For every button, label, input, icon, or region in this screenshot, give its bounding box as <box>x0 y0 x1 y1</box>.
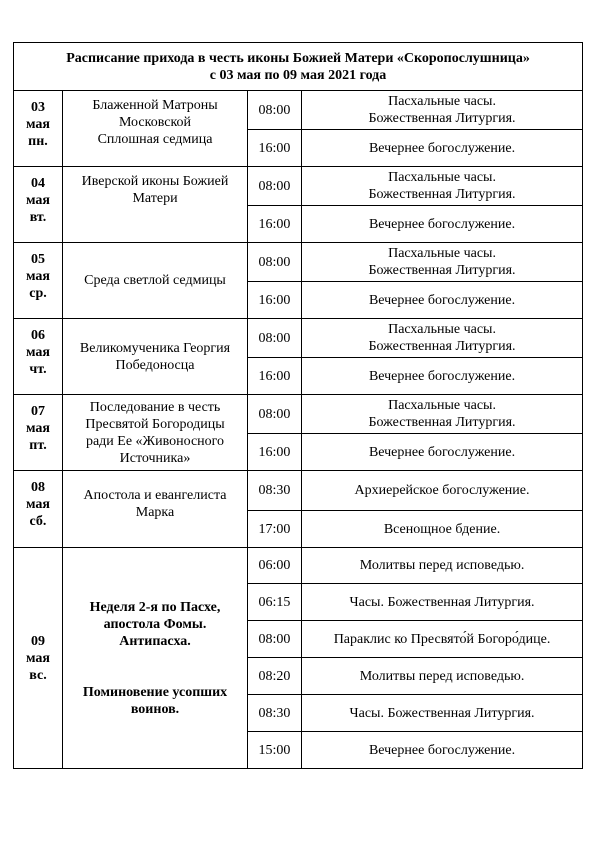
feast-line: Иверской иконы Божией <box>81 174 229 189</box>
date-weekday: вс. <box>29 667 47 683</box>
feast-cell <box>63 91 248 167</box>
feast-line: Антипасха. <box>119 633 191 649</box>
feast-cell <box>63 548 248 769</box>
service-description <box>302 358 583 395</box>
day-row-04-first <box>14 167 583 206</box>
day-row-05-first <box>14 243 583 282</box>
service-line: Всенощное бдение. <box>383 521 501 537</box>
date-day: 09 <box>31 633 45 649</box>
service-line: Божественная Литургия. <box>368 339 516 354</box>
day-row-08-first <box>14 471 583 511</box>
day-row-03-first <box>14 91 583 130</box>
service-line: Вечернее богослужение. <box>368 368 516 384</box>
service-description <box>302 395 583 434</box>
service-description <box>302 243 583 282</box>
day-row-06-first <box>14 319 583 358</box>
feast-line: Среда светлой седмицы <box>84 273 226 288</box>
service-line: Вечернее богослужение. <box>368 444 516 460</box>
service-description <box>302 167 583 206</box>
service-line: Божественная Литургия. <box>368 415 516 430</box>
date-day: 08 <box>31 480 45 495</box>
sunday-row-1 <box>14 548 583 584</box>
date-day: 05 <box>31 252 45 267</box>
service-description <box>302 434 583 471</box>
date-weekday: вт. <box>29 210 47 225</box>
service-description <box>302 130 583 167</box>
service-time: 06:15 <box>248 584 302 621</box>
feast-cell <box>63 243 248 319</box>
title-line-1: Расписание прихода в честь иконы Божией Матери «Скоропослушница» <box>66 50 530 66</box>
date-day: 06 <box>31 328 45 343</box>
date-month: мая <box>25 345 50 360</box>
service-time: 08:00 <box>248 167 302 206</box>
feast-line: апостола Фомы. <box>103 616 207 632</box>
service-description <box>302 511 583 548</box>
date-cell <box>14 471 63 548</box>
date-cell <box>14 548 63 769</box>
feast-line: ради Ее «Живоносного <box>85 433 225 449</box>
service-time: 16:00 <box>248 130 302 167</box>
service-description <box>302 319 583 358</box>
service-line: Пасхальные часы. <box>388 94 496 109</box>
date-month: мая <box>25 117 50 132</box>
service-time: 08:30 <box>248 695 302 732</box>
service-description <box>302 91 583 130</box>
service-time: 08:30 <box>248 471 302 511</box>
service-description: Молитвы перед исповедью. <box>302 658 583 695</box>
service-line: Архиерейское богослужение. <box>354 483 530 498</box>
service-description: Параклис ко Пресвято́й Богоро́дице. <box>302 621 583 658</box>
service-description: Часы. Божественная Литургия. <box>302 584 583 621</box>
date-month: мая <box>25 421 50 436</box>
date-weekday: чт. <box>29 362 47 377</box>
feast-line: воинов. <box>130 701 180 717</box>
schedule-title <box>14 43 583 91</box>
feast-line: Неделя 2-я по Пасхе, <box>89 599 221 615</box>
date-month: мая <box>25 269 50 284</box>
date-month: мая <box>25 650 50 666</box>
feast-spacer <box>63 667 247 684</box>
feast-line: Блаженной Матроны <box>92 98 218 113</box>
service-description <box>302 282 583 319</box>
day-row-07-first <box>14 395 583 434</box>
title-line-2: с 03 мая по 09 мая 2021 года <box>209 67 387 83</box>
service-description: Молитвы перед исповедью. <box>302 548 583 584</box>
service-time: 16:00 <box>248 206 302 243</box>
service-time: 15:00 <box>248 732 302 769</box>
feast-spacer <box>63 650 247 667</box>
feast-line: Московской <box>118 115 192 130</box>
service-line: Пасхальные часы. <box>388 246 496 261</box>
service-time: 16:00 <box>248 358 302 395</box>
date-weekday: ср. <box>29 286 47 301</box>
service-description: Вечернее богослужение. <box>302 732 583 769</box>
feast-cell <box>63 395 248 471</box>
date-cell <box>14 243 63 319</box>
date-month: мая <box>25 193 50 208</box>
feast-cell <box>63 167 248 243</box>
date-month: мая <box>25 497 50 512</box>
date-cell <box>14 319 63 395</box>
service-time: 06:00 <box>248 548 302 584</box>
feast-line: Победоносца <box>115 357 195 373</box>
service-line: Божественная Литургия. <box>368 187 516 202</box>
date-day: 07 <box>31 404 45 419</box>
service-time: 16:00 <box>248 434 302 471</box>
service-description <box>302 206 583 243</box>
service-time: 16:00 <box>248 282 302 319</box>
date-weekday: пн. <box>28 134 48 149</box>
service-line: Пасхальные часы. <box>388 322 496 337</box>
service-line: Вечернее богослужение. <box>368 140 516 156</box>
date-cell <box>14 91 63 167</box>
service-line: Пасхальные часы. <box>388 398 496 413</box>
title-row <box>14 43 583 91</box>
date-weekday: пт. <box>29 438 47 453</box>
service-line: Божественная Литургия. <box>368 263 516 278</box>
feast-line: Сплошная седмица <box>97 132 213 147</box>
feast-line: Великомученика Георгия <box>79 340 231 356</box>
service-time: 08:00 <box>248 91 302 130</box>
feast-cell <box>63 319 248 395</box>
service-time: 17:00 <box>248 511 302 548</box>
date-cell <box>14 167 63 243</box>
date-weekday: сб. <box>29 514 47 529</box>
service-time: 08:00 <box>248 621 302 658</box>
feast-line: Матери <box>132 191 178 206</box>
service-line: Вечернее богослужение. <box>368 216 516 232</box>
feast-line: Источника» <box>119 450 191 466</box>
feast-line: Марка <box>135 505 175 520</box>
schedule-table <box>13 42 583 769</box>
service-description <box>302 471 583 511</box>
service-description: Часы. Божественная Литургия. <box>302 695 583 732</box>
feast-cell <box>63 471 248 548</box>
feast-line: Поминовение усопших <box>82 684 228 700</box>
service-time: 08:20 <box>248 658 302 695</box>
service-line: Вечернее богослужение. <box>368 292 516 308</box>
date-day: 04 <box>31 176 45 191</box>
feast-line: Пресвятой Богородицы <box>85 416 225 432</box>
feast-line: Апостола и евангелиста <box>83 488 227 503</box>
service-line: Божественная Литургия. <box>368 111 516 126</box>
service-time: 08:00 <box>248 243 302 282</box>
service-time: 08:00 <box>248 395 302 434</box>
service-time: 08:00 <box>248 319 302 358</box>
date-day: 03 <box>31 100 45 115</box>
date-cell <box>14 395 63 471</box>
feast-line: Последование в честь <box>89 399 221 415</box>
service-line: Пасхальные часы. <box>388 170 496 185</box>
